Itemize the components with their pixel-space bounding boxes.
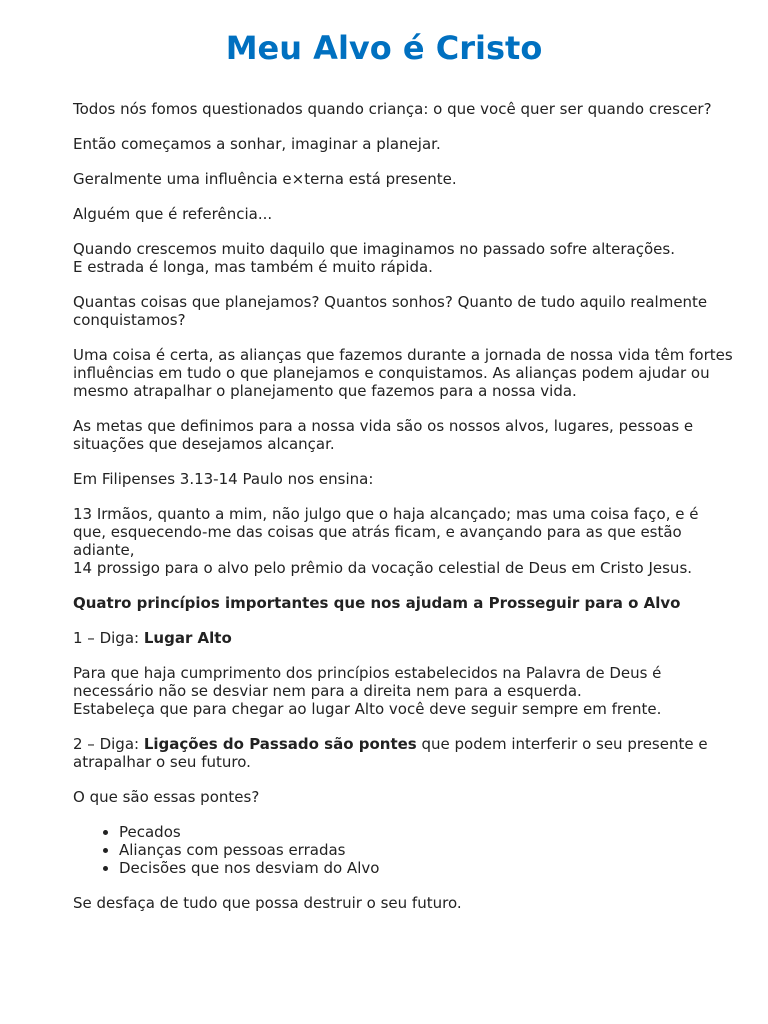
document-title: Meu Alvo é Cristo xyxy=(225,29,543,67)
paragraph: Todos nós fomos questionados quando criança: o que você quer ser quando crescer? xyxy=(73,100,712,118)
verse-13: 13 Irmãos, quanto a mim, não julgo que o haja alcançado; mas uma coisa faço, e é que, esquecendo-me das coisas que atrás ficam, e avançando para as que estão adiante, xyxy=(73,505,699,559)
principle-1-title: Lugar Alto xyxy=(143,629,232,647)
principle-2-prefix: 2 – Diga: xyxy=(73,735,144,753)
paragraph: Quantas coisas que planejamos? Quantos sonhos? Quanto de tudo aquilo realmente conquistamos? xyxy=(73,293,708,329)
principle-2 xyxy=(73,735,733,771)
document-body xyxy=(73,100,733,929)
list-item: • Decisões que nos desviam do Alvo xyxy=(119,859,733,877)
bullet-list xyxy=(73,823,733,877)
paragraph: Então começamos a sonhar, imaginar a planejar. xyxy=(73,135,441,153)
principle-1 xyxy=(73,629,733,647)
section-heading: Quatro princípios importantes que nos ajudam a Prosseguir para o Alvo xyxy=(73,594,681,612)
principle-2-suffix: que podem interferir o seu presente e atrapalhar o seu futuro. xyxy=(73,735,708,771)
paragraph: Se desfaça de tudo que possa destruir o seu futuro. xyxy=(73,894,462,912)
principle-2-title: Ligações do Passado são pontes xyxy=(143,735,417,753)
paragraph xyxy=(73,664,733,718)
paragraph-line: E estrada é longa, mas também é muito rápida. xyxy=(73,258,433,276)
paragraph: Alguém que é referência... xyxy=(73,205,273,223)
paragraph-line: Para que haja cumprimento dos princípios estabelecidos na Palavra de Deus é necessário não se desviar nem para a direita nem para a esquerda. xyxy=(73,664,662,700)
verse-14: 14 prossigo para o alvo pelo prêmio da vocação celestial de Deus em Cristo Jesus. xyxy=(73,559,693,577)
list-item: • Alianças com pessoas erradas xyxy=(119,841,733,859)
paragraph: Geralmente uma influência e×terna está presente. xyxy=(73,170,457,188)
scripture-quote xyxy=(73,505,733,577)
paragraph: As metas que definimos para a nossa vida são os nossos alvos, lugares, pessoas e situações que desejamos alcançar. xyxy=(73,417,694,453)
list-item: • Pecados xyxy=(119,823,733,841)
principle-1-prefix: 1 – Diga: xyxy=(73,629,144,647)
paragraph-line: Quando crescemos muito daquilo que imaginamos no passado sofre alterações. xyxy=(73,240,675,258)
paragraph xyxy=(73,240,733,276)
paragraph: O que são essas pontes? xyxy=(73,788,260,806)
paragraph: Uma coisa é certa, as alianças que fazemos durante a jornada de nossa vida têm fortes influências em tudo o que planejamos e conquistamos. As alianças podem ajudar ou mesmo atrapalhar o planejamento que fazemos para a nossa vida. xyxy=(73,346,733,400)
paragraph: Em Filipenses 3.13-14 Paulo nos ensina: xyxy=(73,470,374,488)
paragraph-line: Estabeleça que para chegar ao lugar Alto você deve seguir sempre em frente. xyxy=(73,700,662,718)
